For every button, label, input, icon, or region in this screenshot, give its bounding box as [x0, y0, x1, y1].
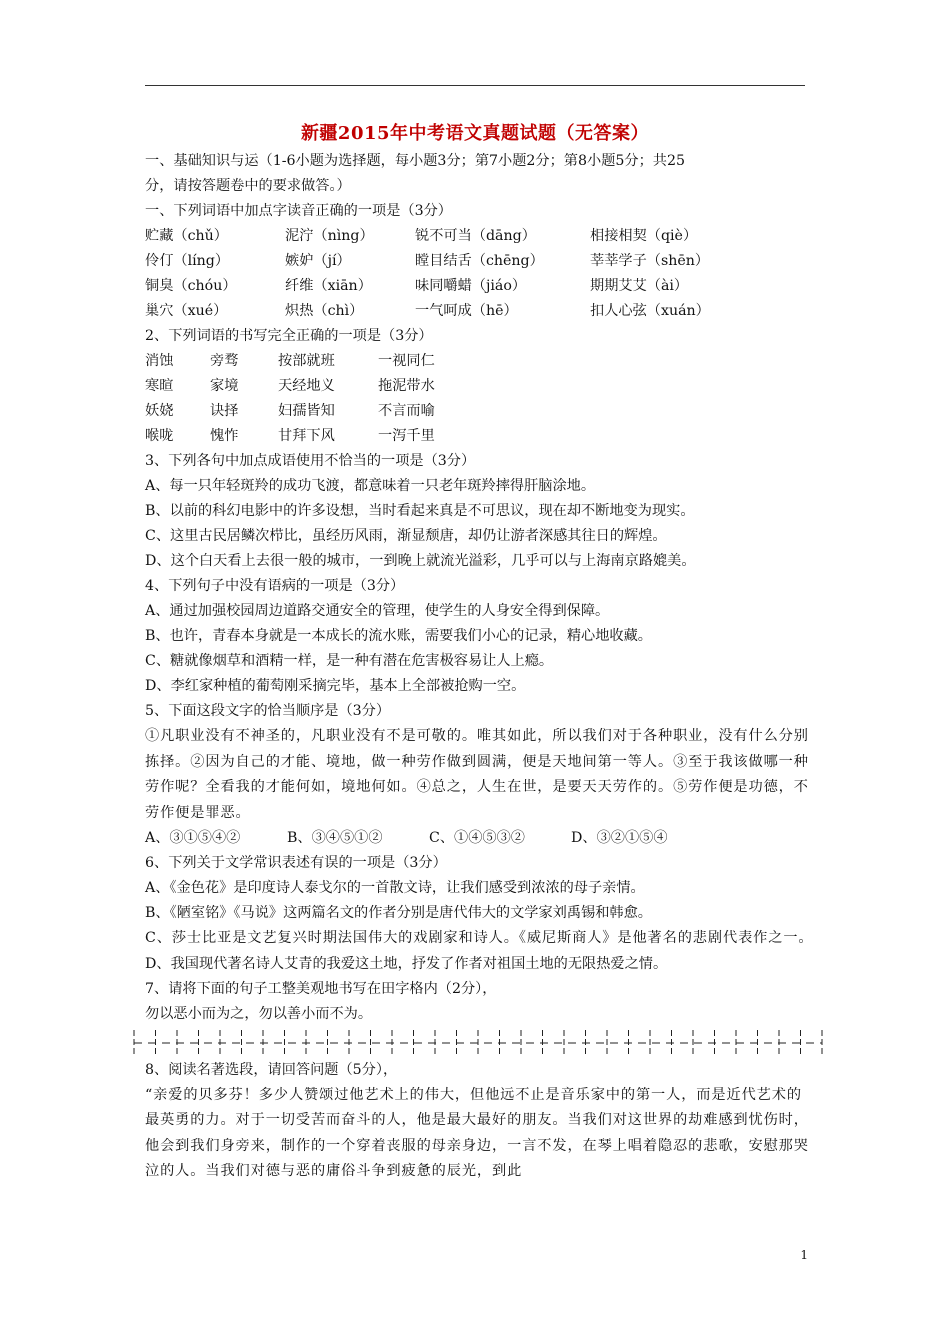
q1-row: [145, 224, 815, 249]
q1-word: 贮藏（chǔ）: [145, 228, 228, 244]
q1-row: [145, 274, 815, 299]
q2-word: 寒暄: [145, 378, 174, 394]
q4-option-d: D、李红家种植的葡萄刚采摘完毕，基本上全部被抢购一空。: [145, 678, 526, 694]
q7-sentence: 勿以恶小而为之，勿以善小而不为。: [145, 1005, 373, 1022]
q5-option-d: D、③②①⑤④: [571, 830, 668, 846]
q3-stem: 3、下列各句中加点成语使用不恰当的一项是（3分）: [145, 453, 476, 469]
q1-row: [145, 299, 815, 324]
q2-word: 拖泥带水: [378, 378, 435, 394]
q2-word: 按部就班: [278, 353, 335, 369]
q2-word: 家境: [210, 378, 239, 394]
q3-option-b: B、以前的科幻电影中的许多设想，当时看起来真是不可思议，现在却不断地变为现实。: [145, 503, 695, 519]
q1-word: 巢穴（xué）: [145, 303, 228, 319]
q3-option-c: C、这里古民居鳞次栉比，虽经历风雨，渐显颓唐，却仍让游者深感其往日的辉煌。: [145, 528, 667, 544]
q6-option-b: B、《陋室铭》《马说》这两篇名文的作者分别是唐代伟大的文学家刘禹锡和韩愈。: [145, 905, 652, 921]
q1-word: 锐不可当（dāng）: [415, 228, 536, 244]
q4-option-a: A、通过加强校园周边道路交通安全的管理，使学生的人身安全得到保障。: [145, 603, 610, 619]
q2-word: 愧怍: [210, 428, 239, 444]
q5-passage: ①凡职业没有不神圣的，凡职业没有不是可敬的。唯其如此，所以我们对于各种职业，没有什么分别拣择。②因为自己的才能、境地，做一种劳作做到圆满，便是天地间第一等人。③至于我该做哪一种劳作呢？全看我的才能何如，境地何如。④总之，人生在世，是要天天劳作的。⑤劳作便是功德，不劳作便是罪恶。: [145, 728, 809, 821]
q1-word: 莘莘学子（shēn）: [590, 253, 710, 269]
q2-row: [145, 349, 815, 374]
q5-option-a: A、③①⑤④②: [145, 830, 241, 846]
q1-stem: 一、下列词语中加点字读音正确的一项是（3分）: [145, 203, 452, 219]
page-title: 新疆2015年中考语文真题试题（无答案）: [300, 123, 650, 144]
q1-word: 一气呵成（hē）: [415, 303, 518, 319]
q6-option-d: D、我国现代著名诗人艾青的我爱这土地，抒发了作者对祖国土地的无限热爱之情。: [145, 955, 668, 972]
q1-word: 纤维（xiān）: [285, 278, 372, 294]
tianzige-svg: [132, 1028, 828, 1058]
q2-word: 妇孺皆知: [278, 403, 335, 419]
q2-word: 一泻千里: [378, 428, 435, 444]
q1-word: 扣人心弦（xuán）: [590, 303, 710, 319]
tianzige-grid[interactable]: [132, 1028, 828, 1058]
q2-word: 天经地义: [278, 378, 335, 394]
q2-word: 甘拜下风: [278, 428, 335, 444]
q5-option-b: B、③④⑤①②: [287, 830, 383, 846]
q2-row: [145, 424, 815, 449]
q4-option-b: B、也许，青春本身就是一本成长的流水账，需要我们小心的记录，精心地收藏。: [145, 628, 652, 644]
exam-content: [145, 149, 815, 1185]
section-heading-cont: 分，请按答题卷中的要求做答。）: [145, 178, 351, 194]
q2-stem: 2、下列词语的书写完全正确的一项是（3分）: [145, 328, 433, 344]
q1-word: 瞠目结舌（chēng）: [415, 253, 544, 269]
q1-word: 泥泞（nìng）: [285, 228, 374, 244]
q6-option-a: A、《金色花》是印度诗人泰戈尔的一首散文诗，让我们感受到浓浓的母子亲情。: [145, 880, 645, 896]
q6-option-c: C、莎士比亚是文艺复兴时期法国伟大的戏剧家和诗人。《威尼斯商人》是他著名的悲剧代表作之一。: [145, 930, 814, 946]
q2-word: 一视同仁: [378, 353, 435, 369]
q1-word: 铜臭（chóu）: [145, 278, 237, 294]
q4-option-c: C、糖就像烟草和酒精一样，是一种有潜在危害极容易让人上瘾。: [145, 653, 554, 669]
q3-option-d: D、这个白天看上去很一般的城市，一到晚上就流光溢彩，几乎可以与上海南京路媲美。: [145, 553, 696, 569]
q6-stem: 6、下列关于文学常识表述有误的一项是（3分）: [145, 855, 447, 871]
q2-word: 妖娆: [145, 403, 174, 419]
page-number: 1: [800, 1248, 808, 1262]
q2-word: 诀择: [210, 403, 239, 419]
q1-word: 伶仃（líng）: [145, 253, 230, 269]
q7-stem: 7、请将下面的句子工整美观地书写在田字格内（2分），: [145, 980, 497, 997]
q2-word: 消蚀: [145, 353, 174, 369]
q2-word: 喉咙: [145, 428, 174, 444]
section-heading: 一、基础知识与运（1-6小题为选择题，每小题3分；第7小题2分；第8小题5分；共25: [145, 153, 686, 169]
q3-option-a: A、每一只年轻斑羚的成功飞渡，都意味着一只老年斑羚摔得肝脑涂地。: [145, 478, 596, 494]
q5-stem: 5、下面这段文字的恰当顺序是（3分）: [145, 703, 391, 719]
q4-stem: 4、下列句子中没有语病的一项是（3分）: [145, 578, 405, 594]
q1-word: 期期艾艾（ài）: [590, 278, 689, 294]
q2-row: [145, 399, 815, 424]
q1-word: 炽热（chì）: [285, 303, 364, 319]
q1-word: 味同嚼蜡（jiáo）: [415, 278, 527, 294]
q5-options: [145, 826, 815, 851]
q2-row: [145, 374, 815, 399]
q2-word: 不言而喻: [378, 403, 435, 419]
q5-option-c: C、①④⑤③②: [429, 830, 525, 846]
q8-passage: “亲爱的贝多芬！多少人赞颂过他艺术上的伟大，但他远不止是音乐家中的第一人，而是近代艺术的最英勇的力。对于一切受苦而奋斗的人，他是最大最好的朋友。当我们对这世界的劫难感到忧伤时，他会到我们身旁来，制作的一个穿着丧服的母亲身边，一言不发，在琴上唱着隐忍的悲歌，安慰那哭泣的人。当我们对德与恶的庸俗斗争到疲惫的辰光，到此: [145, 1086, 809, 1179]
q1-word: 相接相契（qiè）: [590, 228, 698, 244]
q1-word: 嫉妒（jí）: [285, 253, 351, 269]
q2-word: 旁骛: [210, 353, 239, 369]
header-rule: [145, 85, 805, 86]
q1-row: [145, 249, 815, 274]
q8-stem: 8、阅读名著选段，请回答问题（5分），: [145, 1061, 398, 1078]
